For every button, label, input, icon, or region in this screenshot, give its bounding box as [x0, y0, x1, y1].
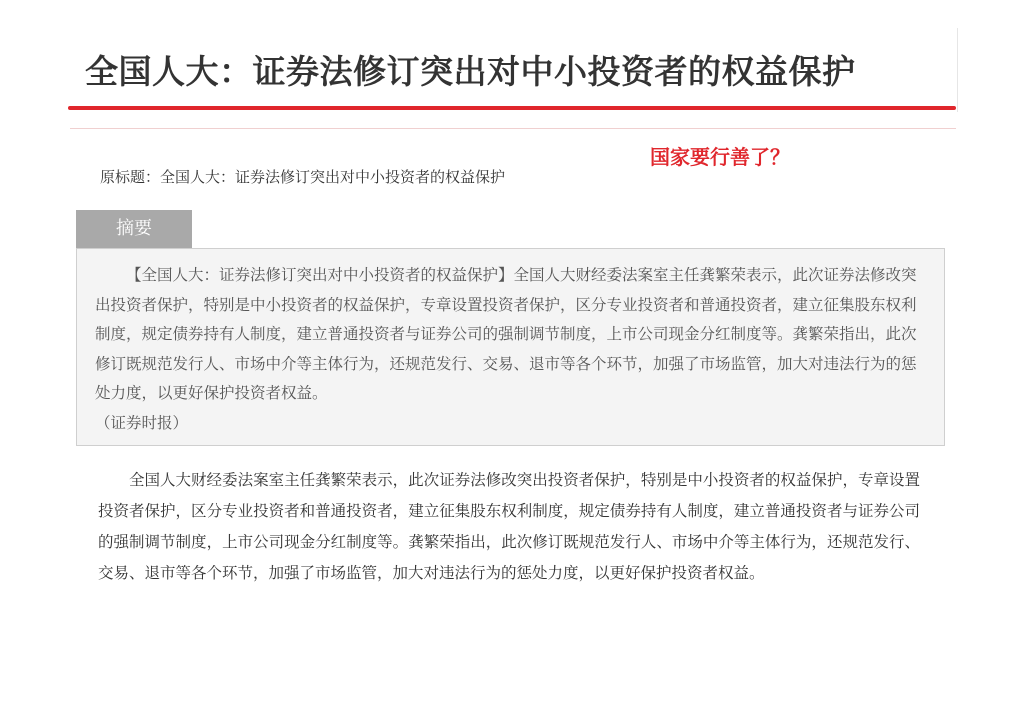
article-body: 全国人大财经委法案室主任龚繁荣表示，此次证券法修改突出投资者保护，特别是中小投资者的权益保护，专章设置投资者保护，区分专业投资者和普通投资者，建立征集股东权利制度，规定债券持有人制度，建立普通投资者与证券公司的强制调节制度，上市公司现金分红制度等。龚繁荣指出，此次修订既规范发行人、市场中介等主体行为，还规范发行、交易、退市等各个环节，加强了市场监管，加大对违法行为的惩处力度，以更好保护投资者权益。 [98, 471, 920, 582]
page-title: 全国人大：证券法修订突出对中小投资者的权益保护 [85, 52, 856, 91]
original-title: 原标题：全国人大：证券法修订突出对中小投资者的权益保护 [100, 168, 506, 186]
abstract-text: 【全国人大：证券法修订突出对中小投资者的权益保护】全国人大财经委法案室主任龚繁荣表示，此次证券法修改突出投资者保护，特别是中小投资者的权益保护，专章设置投资者保护，区分专业投资者和普通投资者，建立征集股东权利制度，规定债券持有人制度，建立普通投资者与证券公司的强制调节制度，上市公司现金分红制度等。龚繁荣指出，此次修订既规范发行人、市场中介等主体行为，还规范发行、交易、退市等各个环节，加强了市场监管，加大对违法行为的惩处力度，以更好保护投资者权益。 [95, 266, 917, 402]
title-underline [68, 106, 956, 110]
red-annotation: 国家要行善了？ [650, 145, 790, 169]
abstract-source: （证券时报） [95, 413, 189, 432]
abstract-tab: 摘要 [76, 210, 192, 248]
divider [70, 128, 956, 129]
header-divider [957, 28, 958, 112]
abstract-box [76, 248, 945, 446]
page-header [70, 28, 958, 112]
